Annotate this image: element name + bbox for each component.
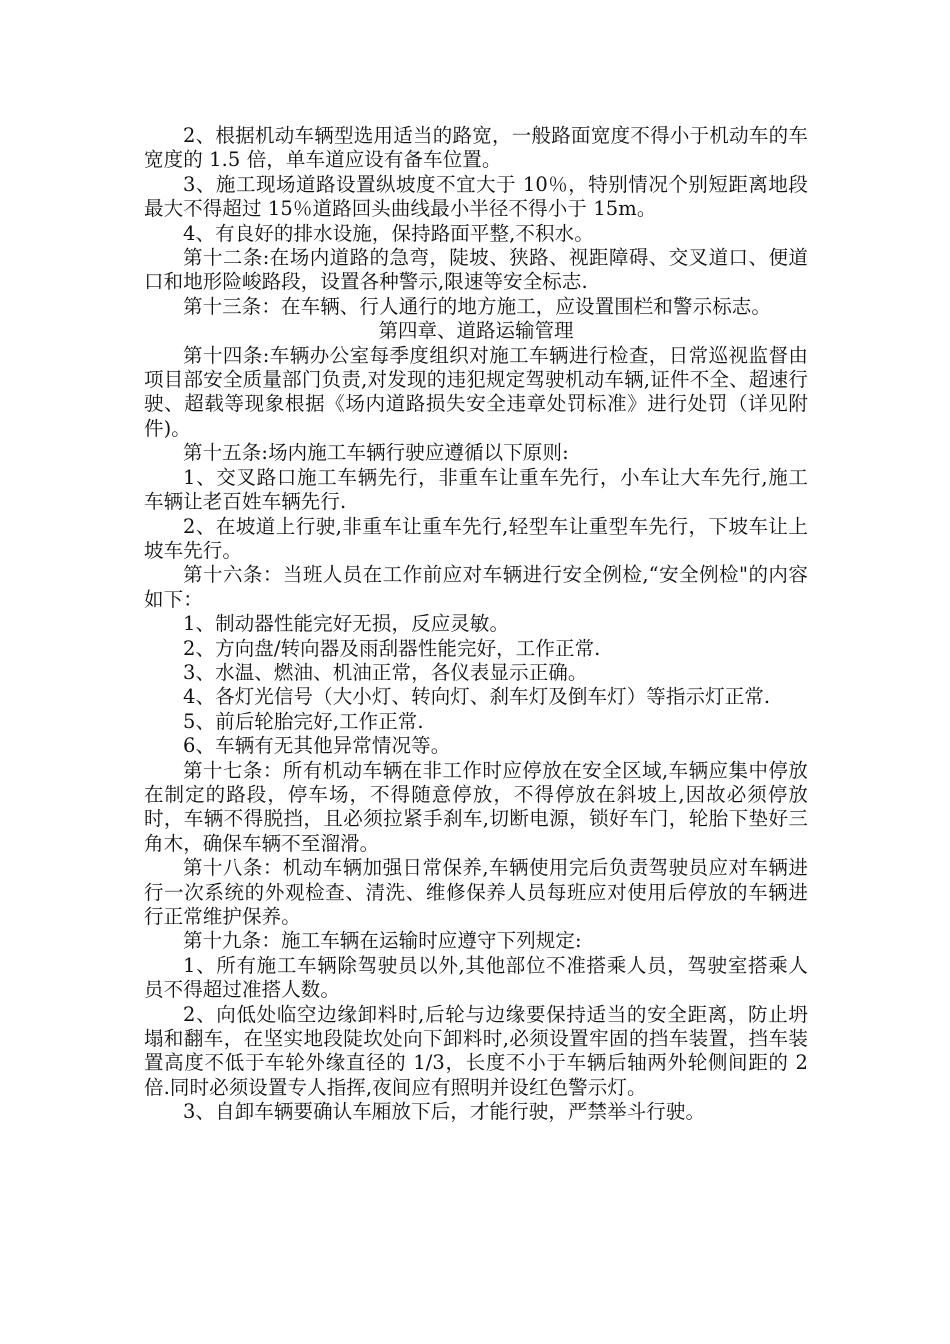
article-15-item-2: 2、在坡道上行驶,非重车让重车先行,轻型车让重型车先行，下坡车让上坡车先行。 — [144, 514, 808, 562]
article-19-item-3: 3、自卸车辆要确认车厢放下后，才能行驶，严禁举斗行驶。 — [183, 1100, 706, 1124]
paragraph-drainage: 4、有良好的排水设施，保持路面平整,不积水。 — [183, 221, 594, 245]
article-13: 第十三条：在车辆、行人通行的地方施工，应设置围栏和警示标志。 — [183, 294, 772, 318]
paragraph-road-width: 2、根据机动车辆型选用适当的路宽，一般路面宽度不得小于机动车的车宽度的 1.5 倍，单车道应设有备车位置。 — [144, 124, 808, 172]
chapter-4-heading: 第四章、道路运输管理 — [378, 319, 574, 343]
article-19: 第十九条：施工车辆在运输时应遵守下列规定: — [183, 929, 582, 953]
article-19-item-2: 2、向低处临空边缘卸料时,后轮与边缘要保持适当的安全距离，防止坍塌和翻车，在坚实地段陡坎处向下卸料时,必须设置牢固的挡车装置，挡车装置高度不低于车轮外缘直径的 1/3，长度不小于车辆后轴两外轮侧间距的 2 倍.同时必须设置专人指挥,夜间应有照明并设红色警示灯。 — [144, 1002, 808, 1099]
article-15-item-1: 1、交叉路口施工车辆先行，非重车让重车先行，小车让大车先行,施工车辆让老百姓车辆先行. — [144, 465, 808, 514]
article-16-item-3: 3、水温、燃油、机油正常，各仪表显示正确。 — [183, 660, 588, 684]
article-14: 第十四条:车辆办公室每季度组织对施工车辆进行检查，日常巡视监督由项目部安全质量部门负责,对发现的违犯规定驾驶机动车辆,证件不全、超速行驶、超载等现象根据《场内道路损失安全违章处罚标准》进行处罚（详见附件)。 — [144, 343, 808, 440]
article-16: 第十六条：当班人员在工作前应对车辆进行安全例检,“安全例检"的内容如下： — [144, 563, 808, 611]
article-16-item-6: 6、车辆有无其他异常情况等。 — [183, 734, 451, 758]
article-17: 第十七条：所有机动车辆在非工作时应停放在安全区域,车辆应集中停放在制定的路段，停车场，不得随意停放，不得停放在斜坡上,因故必须停放时，车辆不得脱挡，且必须拉紧手刹车,切断电源，锁好车门，轮胎下垫好三角木，确保车辆不至溜滑。 — [144, 758, 808, 855]
article-15: 第十五条:场内施工车辆行驶应遵循以下原则: — [183, 441, 569, 465]
article-16-item-1: 1、制动器性能完好无损，反应灵敏。 — [183, 612, 510, 636]
article-16-item-4: 4、各灯光信号（大小灯、转向灯、刹车灯及倒车灯）等指示灯正常. — [183, 685, 771, 709]
article-16-item-5: 5、前后轮胎完好,工作正常. — [183, 709, 424, 733]
article-19-item-1: 1、所有施工车辆除驾驶员以外,其他部位不准搭乘人员，驾驶室搭乘人员不得超过准搭人数。 — [144, 953, 808, 1002]
paragraph-slope: 3、施工现场道路设置纵坡度不宜大于 10％，特别情况个别短距离地段最大不得超过 15％道路回头曲线最小半径不得小于 15m。 — [144, 172, 808, 221]
article-18: 第十八条：机动车辆加强日常保养,车辆使用完后负责驾驶员应对车辆进行一次系统的外观检查、清洗、维修保养人员每班应对使用后停放的车辆进行正常维护保养。 — [144, 856, 808, 928]
article-16-item-2: 2、方向盘/转向器及雨刮器性能完好，工作正常. — [183, 636, 601, 660]
article-12: 第十二条:在场内道路的急弯，陡坡、狭路、视距障碍、交叉道口、便道口和地形险峻路段，设置各种警示,限速等安全标志. — [144, 246, 808, 294]
document-body — [144, 124, 808, 1125]
